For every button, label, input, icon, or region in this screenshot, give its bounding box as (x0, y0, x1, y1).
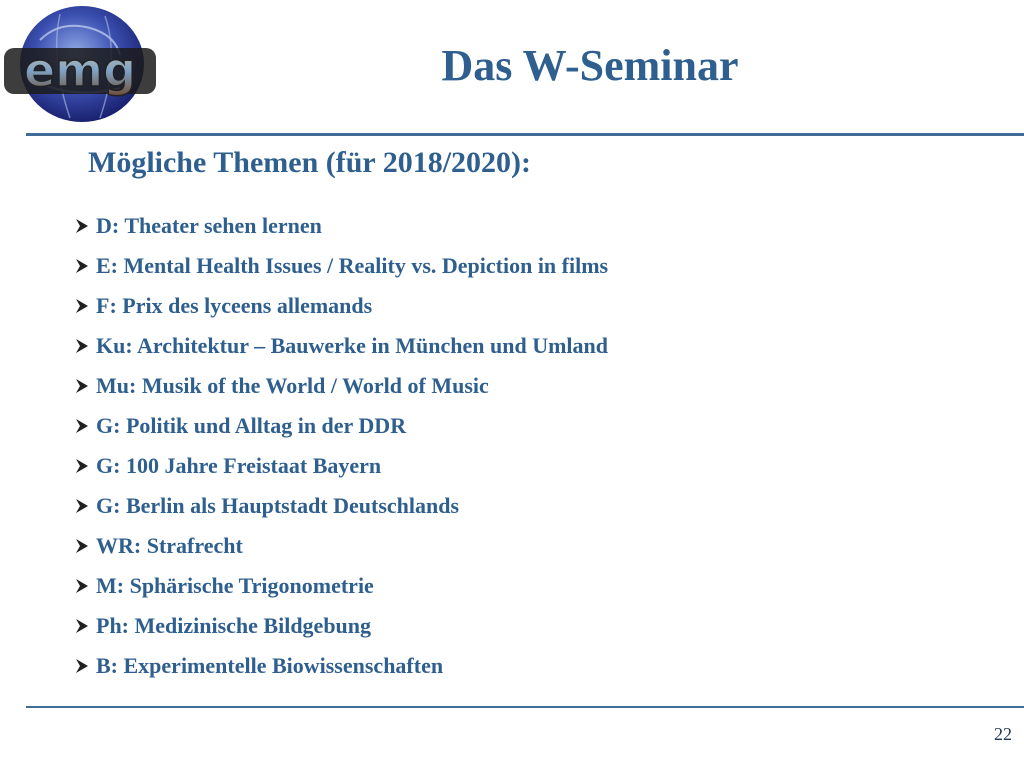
topic-label: G: 100 Jahre Freistaat Bayern (96, 453, 382, 478)
list-item (72, 606, 608, 646)
list-item (72, 526, 608, 566)
arrow-bullet-icon (72, 497, 96, 515)
topic-label: M: Sphärische Trigonometrie (96, 573, 374, 598)
arrow-bullet-icon (72, 297, 96, 315)
arrow-bullet-icon (72, 657, 96, 675)
topic-list (72, 206, 608, 686)
topic-label: Ph: Medizinische Bildgebung (96, 613, 372, 638)
list-item (72, 566, 608, 606)
list-item (72, 206, 608, 246)
arrow-bullet-icon (72, 617, 96, 635)
list-item (72, 286, 608, 326)
topic-label: G: Politik und Alltag in der DDR (96, 413, 407, 438)
list-item (72, 646, 608, 686)
arrow-bullet-icon (72, 417, 96, 435)
list-item (72, 486, 608, 526)
arrow-bullet-icon (72, 337, 96, 355)
topic-label: Ku: Architektur – Bauwerke in München und Umland (96, 333, 608, 358)
svg-text:emg: emg (23, 43, 137, 97)
topic-label: WR: Strafrecht (96, 533, 243, 558)
arrow-bullet-icon (72, 257, 96, 275)
title-divider (26, 133, 1024, 136)
slide-title: Das W-Seminar (441, 41, 739, 90)
arrow-bullet-icon (72, 537, 96, 555)
topic-label: D: Theater sehen lernen (96, 213, 322, 238)
page-number: 22 (994, 724, 1012, 744)
list-item (72, 366, 608, 406)
list-item (72, 326, 608, 366)
list-item (72, 406, 608, 446)
topic-label: E: Mental Health Issues / Reality vs. Depiction in films (96, 253, 609, 278)
list-item (72, 446, 608, 486)
emg-school-logo (0, 0, 160, 130)
arrow-bullet-icon (72, 577, 96, 595)
footer-divider (26, 706, 1024, 708)
topic-label: Mu: Musik of the World / World of Music (96, 373, 489, 398)
topic-label: B: Experimentelle Biowissenschaften (96, 653, 444, 678)
topic-label: G: Berlin als Hauptstadt Deutschlands (96, 493, 460, 518)
arrow-bullet-icon (72, 377, 96, 395)
arrow-bullet-icon (72, 217, 96, 235)
topic-label: F: Prix des lyceens allemands (96, 293, 373, 318)
arrow-bullet-icon (72, 457, 96, 475)
slide-subtitle: Mögliche Themen (für 2018/2020): (88, 146, 532, 179)
list-item (72, 246, 608, 286)
